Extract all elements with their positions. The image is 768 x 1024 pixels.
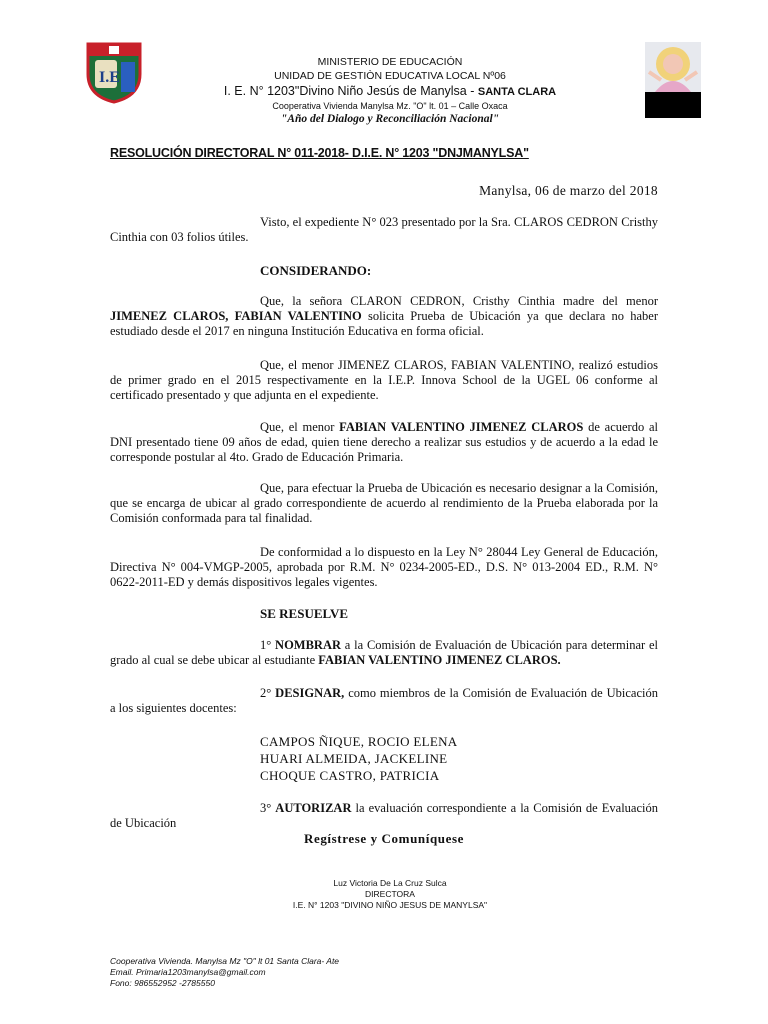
- visto-paragraph: Visto, el expediente N° 023 presentado por la Sra. CLAROS CEDRON Cristhy Cinthia con 03 folios útiles.: [110, 215, 658, 244]
- year-motto: "Año del Dialogo y Reconciliación Nacional": [280, 113, 500, 125]
- signature-block: [190, 878, 590, 911]
- student-name-bold: JIMENEZ CLAROS, FABIAN VALENTINO: [110, 309, 362, 323]
- school-name-main: I. E. N° 1203"Divino Niño Jesús de Manylsa -: [223, 84, 475, 98]
- footer-address: Cooperativa Vivienda. Manylsa Mz "O" lt 01 Santa Clara- Ate: [110, 956, 340, 966]
- ministry-name: MINISTERIO DE EDUCACIÓN: [317, 56, 463, 68]
- closing-line: Regístrese y Comuníquese: [303, 831, 465, 846]
- signatory-name: Luz Victoria De La Cruz Sulca: [333, 878, 447, 888]
- considerando-paragraph-2: Que, el menor JIMENEZ CLAROS, FABIAN VALENTINO, realizó estudios de primer grado en el 2015 respectivamente en la I.E.P. Innova School de la UGEL 06 conforme al certificado presentado y que adjunta en el expediente.: [110, 358, 658, 402]
- student-name-bold: FABIAN VALENTINO JIMENEZ CLAROS: [339, 420, 584, 434]
- se-resuelve-heading: SE RESUELVE: [260, 606, 349, 621]
- signatory-role: DIRECTORA: [365, 889, 415, 899]
- resolution-item-3: 3° AUTORIZAR la evaluación correspondiente a la Comisión de Evaluación de Ubicación: [110, 801, 659, 830]
- signatory-institution: I.E. N° 1203 "DIVINO NIÑO JESUS DE MANYLSA": [292, 900, 488, 910]
- teacher-name: HUARI ALMEIDA, JACKELINE: [260, 751, 448, 766]
- teacher-name: CAMPOS ÑIQUE, ROCIO ELENA: [260, 734, 458, 749]
- school-name: [190, 84, 590, 98]
- resolution-item-2: 2° DESIGNAR, como miembros de la Comisión de Evaluación de Ubicación a los siguientes docentes:: [110, 686, 658, 715]
- school-city: SANTA CLARA: [477, 86, 557, 98]
- considerando-paragraph-3: Que, el menor FABIAN VALENTINO JIMENEZ CLAROS de acuerdo al DNI presentado tiene 09 años de edad, quien tiene derecho a realizar sus estudios y de acuerdo a la edad le corresponde postular al 4to. Grado de Educación Primaria.: [110, 420, 658, 464]
- footer-phone: Fono: 986552952 -2785550: [110, 978, 215, 988]
- resolution-title: RESOLUCIÓN DIRECTORAL N° 011-2018- D.I.E. N° 1203 "DNJMANYLSA": [110, 146, 529, 160]
- logo-letters: I.E: [99, 69, 120, 86]
- considerando-paragraph-4: Que, para efectuar la Prueba de Ubicación es necesario designar a la Comisión, que se encarga de ubicar al grado correspondiente de acuerdo al rendimiento de la Prueba elaborada por la Comisión conformada para tal finalidad.: [110, 481, 658, 525]
- divine-child-image: [645, 42, 701, 118]
- footer-email: Email. Primaria1203manylsa@gmail.com: [110, 967, 266, 977]
- teacher-list: [260, 733, 457, 784]
- resolution-item-1: 1° NOMBRAR a la Comisión de Evaluación de Ubicación para determinar el grado al cual se debe ubicar al estudiante FABIAN VALENTINO JIMENEZ CLAROS.: [110, 638, 659, 667]
- considerando-heading: CONSIDERANDO:: [260, 263, 372, 278]
- date-line: Manylsa, 06 de marzo del 2018: [479, 183, 658, 198]
- school-address: Cooperativa Vivienda Manylsa Mz. "O" lt. 01 – Calle Oxaca: [272, 101, 508, 111]
- considerando-paragraph-1: Que, la señora CLARON CEDRON, Cristhy Cinthia madre del menor JIMENEZ CLAROS, FABIAN VALENTINO solicita Prueba de Ubicación ya que declara no haber estudiado desde el 2017 en ninguna Institución Educativa en forma oficial.: [110, 294, 658, 338]
- considerando-paragraph-5: De conformidad a lo dispuesto en la Ley N° 28044 Ley General de Educación, Directiva N° 004-VMGP-2005, aprobada por R.M. N° 0234-2005-ED., D.S. N° 013-2004 ED., R.M. N° 0622-2011-ED y demás dispositivos legales vigentes.: [110, 545, 658, 589]
- ugel-name: UNIDAD DE GESTIÒN EDUCATIVA LOCAL Nº06: [274, 70, 506, 82]
- footer: [110, 956, 339, 989]
- teacher-name: CHOQUE CASTRO, PATRICIA: [260, 768, 440, 783]
- school-logo: [85, 40, 143, 104]
